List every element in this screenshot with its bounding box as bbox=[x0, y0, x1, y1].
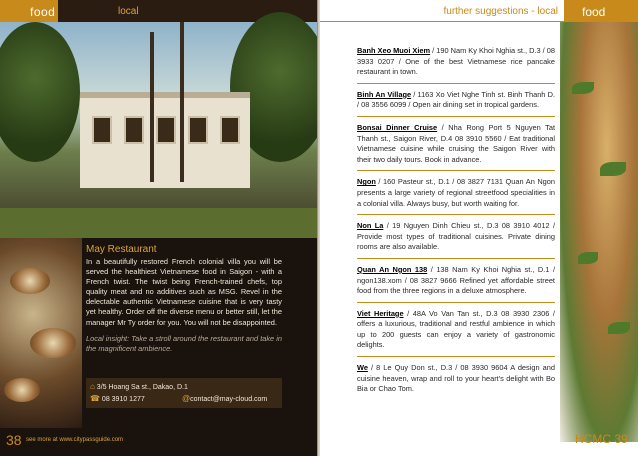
divider bbox=[357, 356, 555, 357]
address-text: 3/5 Hoang Sa st., Dakao, D.1 bbox=[96, 384, 188, 391]
contact-box bbox=[86, 378, 282, 408]
right-header-bar bbox=[320, 0, 638, 22]
suggestion-entry bbox=[357, 265, 555, 297]
divider bbox=[357, 258, 555, 259]
entry-name: Viet Heritage bbox=[357, 308, 404, 318]
entry-text: / 8 Le Quy Don st., D.3 / 08 3930 9604 A design and cuisine heaven, wrap and roll to your heart's delight with Bo Bia or Chao Tom. bbox=[357, 363, 555, 394]
food-bowl bbox=[30, 328, 76, 358]
entry-name: Binh An Village bbox=[357, 89, 412, 99]
food-bowl bbox=[4, 378, 40, 402]
entry-text: / 19 Nguyen Dinh Chieu st., D.3 08 3910 4012 / Provide most types of traditional cuisines. Private dining rooms are also available. bbox=[357, 221, 556, 252]
villa-photo bbox=[0, 22, 318, 238]
entry-name: Non La bbox=[357, 221, 384, 231]
noodle-salad-photo bbox=[560, 22, 638, 442]
restaurant-name: May Restaurant bbox=[86, 244, 157, 255]
tree-left bbox=[0, 22, 80, 162]
palm-trunk bbox=[150, 32, 154, 182]
entry-text: / Nha Rong Port 5 Nguyen Tat Thanh st., Saigon River, D.4 08 3910 5560 / Eat traditional Vietnamese cuisine while cruising the Saigon River with their two daily tours. Book in advance. bbox=[357, 122, 555, 164]
section-label-local: local bbox=[118, 6, 139, 17]
entry-text: / 48A Vo Van Tan st., D.3 08 3930 2306 / offers a luxurious, traditional and restful ambience in which up to 200 guests can enjoy a variety of gastronomic delights. bbox=[357, 308, 555, 350]
phone-text: 08 3910 1277 bbox=[101, 396, 145, 403]
restaurant-description: In a beautifully restored French colonial villa you will be served the healthiest Vietnamese food in Saigon - with a French twist. The twist being French-trained chefs, top quality meat and no additives such as MSG. Revel in the delectable authentic Vietnamese cuisine that is very tasty yet healthy. Order off the diverse menu or better still, let the manager Mr Ty order for you. You will not be disappointed. bbox=[86, 257, 282, 327]
villa-window bbox=[124, 116, 144, 144]
entry-name: Ngon bbox=[357, 177, 376, 187]
left-page bbox=[0, 0, 318, 456]
entry-name: We bbox=[357, 363, 368, 373]
suggestion-entry bbox=[357, 123, 555, 165]
villa-window bbox=[92, 116, 112, 144]
entry-text: / 160 Pasteur st., D.1 / 08 3827 7131 Quan An Ngon presents a large variety of regional streetfood specialities in a colonial villa. Always busy, but worth waiting for. bbox=[357, 177, 555, 208]
food-tab-right bbox=[564, 0, 638, 22]
suggestion-entry bbox=[357, 363, 555, 395]
header-rule bbox=[320, 21, 564, 22]
suggestion-entry bbox=[357, 177, 555, 209]
divider bbox=[357, 83, 555, 84]
villa-window bbox=[156, 116, 176, 144]
entry-name: Bonsai Dinner Cruise bbox=[357, 122, 438, 132]
herb-leaf bbox=[572, 82, 594, 94]
herb-leaf bbox=[608, 322, 630, 334]
may-restaurant-block bbox=[86, 244, 282, 354]
website-link[interactable]: see more at www.citypassguide.com bbox=[26, 437, 124, 443]
at-icon: @ bbox=[182, 394, 191, 403]
house-icon: ⌂ bbox=[90, 382, 95, 391]
entry-text: / 138 Nam Ky Khoi Nghia st., D.1 / ngon138.xom / 08 3827 9666 Refined yet affordable street food from the three regions in a deluxe atmosphere. bbox=[357, 264, 555, 296]
suggestion-entry bbox=[357, 90, 555, 111]
herb-leaf bbox=[600, 162, 626, 176]
entry-text: / 190 Nam Ky Khoi Nghia st., D.3 / 08 3933 0207 / One of the best Vietnamese rice pancake restaurant in town. bbox=[357, 46, 555, 77]
food-bowl bbox=[10, 268, 50, 294]
villa-building bbox=[80, 92, 250, 188]
local-insight: Local insight: Take a stroll around the restaurant and take in the magnificent ambience. bbox=[86, 333, 282, 353]
palm-trunk bbox=[180, 22, 184, 182]
entry-name: Banh Xeo Muoi Xiem bbox=[357, 46, 431, 55]
page-label-right: HCMC 39 bbox=[575, 432, 628, 446]
food-photo bbox=[0, 238, 82, 428]
lawn bbox=[0, 208, 318, 238]
divider bbox=[357, 116, 555, 117]
villa-window bbox=[220, 116, 240, 144]
divider bbox=[357, 170, 555, 171]
right-page bbox=[320, 0, 638, 456]
food-tab-left bbox=[0, 0, 58, 22]
suggestion-entry bbox=[357, 221, 555, 253]
divider bbox=[357, 214, 555, 215]
section-label-further: further suggestions - local bbox=[443, 6, 558, 17]
suggestion-entry bbox=[357, 309, 555, 351]
phone-icon: ☎ bbox=[90, 394, 100, 403]
villa-window bbox=[188, 116, 208, 144]
address-line bbox=[90, 382, 188, 391]
phone-line bbox=[90, 394, 145, 403]
email-text[interactable]: contact@may-cloud.com bbox=[190, 396, 268, 403]
divider bbox=[357, 302, 555, 303]
email-line[interactable] bbox=[182, 394, 267, 403]
suggestion-entry bbox=[357, 46, 555, 78]
entry-name: Quan An Ngon 138 bbox=[357, 264, 428, 274]
food-tab-label: food bbox=[582, 5, 606, 19]
page-number-left: 38 bbox=[6, 432, 22, 448]
herb-leaf bbox=[578, 252, 598, 264]
left-footer bbox=[6, 432, 124, 450]
entry-text: / 1163 Xo Viet Nghe Tinh st. Binh Thanh D. / 08 3556 6099 / Open air dining set in tropical gardens. bbox=[357, 89, 555, 110]
suggestions-list bbox=[357, 46, 555, 404]
food-tab-label: food bbox=[30, 5, 56, 19]
